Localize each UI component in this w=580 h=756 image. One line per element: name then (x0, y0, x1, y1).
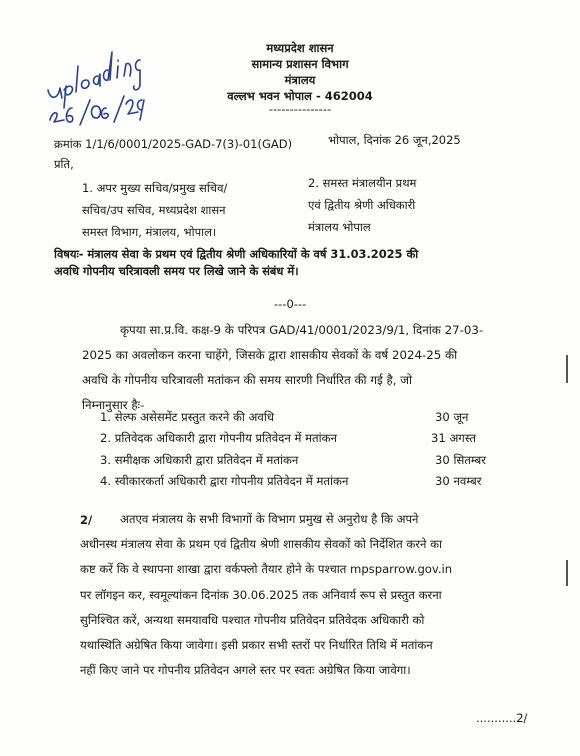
continuation-mark: ...........2/ (476, 711, 528, 725)
schedule-date: 31 अगस्त (431, 431, 476, 445)
schedule-item: 3. समीक्षक अधिकारी द्वारा प्रतिवेदन में मतांकन (100, 453, 299, 467)
to-left-block (82, 177, 227, 243)
to-right-line: एवं द्वितीय श्रेणी अधिकारी (308, 198, 416, 212)
to-right-line: 2. समस्त मंत्रालयीन प्रथम (308, 176, 417, 190)
paragraph-line: नहीं किए जाने पर गोपनीय प्रतिवेदन अगले स्तर पर स्वतः अग्रेषित किया जावेगा। (80, 663, 411, 678)
to-left-line: समस्त विभाग, मंत्रालय, भोपाल। (82, 225, 217, 239)
to-right-line: मंत्रालय भोपाल (308, 220, 371, 234)
paragraph-line: पर लॉगइन कर, स्वमूल्यांकन दिनांक 30.06.2025 तक अनिवार्य रूप से प्रस्तुत करना (80, 587, 442, 602)
paragraph-line: सुनिश्चित करें, अन्यथा समयावधि पश्चात गोपनीय प्रतिवेदन प्रतिवेदक अधिकारी को (80, 612, 425, 627)
paragraph-line: अवधि के गोपनीय चरित्रावली मतांकन की समय सारणी निर्धारित की गई है, जो (82, 373, 413, 387)
paragraph-line: कष्ट करें कि वे स्थापना शाखा द्वारा वर्कफ्लो तैयार होने के पश्चात mpsparrow.gov.in (80, 562, 453, 577)
scan-edge-mark (566, 560, 568, 586)
schedule-date: 30 सितम्बर (435, 453, 487, 467)
paragraph-line: कृपया सा.प्र.वि. कक्ष-9 के परिपत्र GAD/41/0001/2023/9/1, दिनांक 27-03- (120, 323, 484, 337)
paragraph-2 (80, 507, 525, 683)
schedule-item: 4. स्वीकारकर्ता अधिकारी द्वारा गोपनीय प्रतिवेदन में मतांकन (100, 474, 349, 488)
schedule-item: 2. प्रतिवेदक अधिकारी द्वारा गोपनीय प्रतिवेदन में मतांकन (100, 431, 337, 445)
ref-number: क्रमांक 1/1/6/0001/2025-GAD-7(3)-01(GAD) (54, 137, 293, 151)
paragraph-line: यथास्थिति अग्रेषित किया जावेगा। इसी प्रकार सभी स्तरों पर निर्धारित तिथि में मतांकन (80, 638, 433, 653)
schedule-item: 1. सेल्फ असेसमेंट प्रस्तुत करने की अवधि (100, 410, 274, 424)
schedule-row (100, 474, 530, 494)
header-block (200, 40, 400, 114)
to-left-line: सचिव/उप सचिव, मध्यप्रदेश शासन (82, 203, 226, 217)
handwritten-note (40, 30, 150, 130)
subject-line: विषयः- मंत्रालय सेवा के प्रथम एवं द्वितीय श्रेणी अधिकारियों के वर्ष 31.03.2025 की (54, 247, 419, 261)
subject-block (54, 246, 418, 280)
header-govt: मध्यप्रदेश शासन (266, 41, 334, 55)
paragraph-line: 2025 का अवलोकन करना चाहेंगे, जिसके द्वारा शासकीय सेवकों के वर्ष 2024-25 की (82, 348, 458, 362)
header-ministry: मंत्रालय (284, 73, 316, 87)
paragraph-line: अतएव मंत्रालय के सभी विभागों के विभाग प्रमुख से अनुरोध है कि अपने (120, 512, 419, 526)
separator: ---0--- (274, 297, 307, 311)
paragraph-2-number: 2/ (80, 513, 93, 527)
paragraph-line: अधीनस्थ मंत्रालय सेवा के प्रथम एवं द्वितीय श्रेणी शासकीय सेवकों को निर्देशित करने का (80, 537, 443, 552)
schedule-date: 30 नवम्बर (435, 474, 482, 488)
schedule-row (100, 431, 530, 451)
to-label: प्रति, (54, 157, 74, 171)
to-left-line: 1. अपर मुख्य सचिव/प्रमुख सचिव/ (82, 181, 228, 195)
schedule-date: 30 जून (435, 410, 469, 424)
paragraph-line: निम्नानुसार हैः- (82, 398, 145, 412)
schedule-row (100, 453, 530, 473)
subject-line: अवधि गोपनीय चरित्रावली समय पर लिखे जाने के संबंध में। (54, 264, 299, 278)
to-right-block (308, 172, 416, 238)
ref-place-date: भोपाल, दिनांक 26 जून,2025 (328, 133, 461, 147)
header-department: सामान्य प्रशासन विभाग (251, 57, 349, 71)
schedule-row (100, 410, 530, 430)
scan-edge-mark (566, 355, 568, 383)
header-address: वल्लभ भवन भोपाल - 462004 (227, 89, 373, 103)
header-divider: --------------- (268, 102, 332, 116)
paragraph-1 (82, 318, 522, 418)
